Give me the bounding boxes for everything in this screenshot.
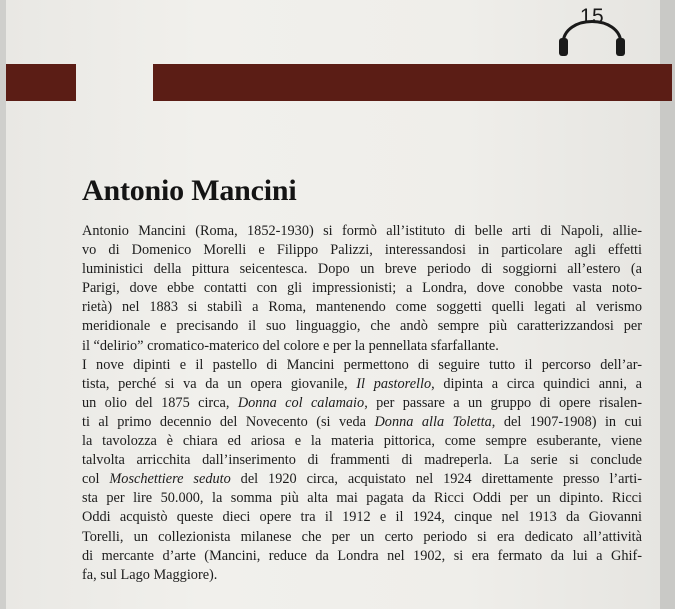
text-segment: sta per lire 50.000, la somma più alta mai pagata da Ricci Oddi per un dipinto. Ricci [82,490,642,507]
decorative-bar-left [6,64,76,101]
text-segment: meridionale e precisando il suo linguaggio, che andò sempre più caratterizzandosi per [82,318,642,335]
text-line [82,222,642,241]
text-segment: tista, perché si va da un opera giovanile, [82,375,357,392]
text-line [82,356,642,375]
text-line [82,317,642,336]
text-segment: il “delirio” cromatico-materico del colore e per la pennellata sfarfallante. [82,337,499,354]
decorative-bar-right [153,64,672,101]
text-line [82,566,642,585]
text-line [82,470,642,489]
text-segment: Parigi, dove ebbe contatti con gli impressionisti; a Londra, dove conobbe vasta noto- [82,280,642,297]
text-line [82,279,642,298]
text-segment: ti al primo decennio del Novecento (si veda [82,413,375,430]
text-segment: del 1920 circa, acquistato nel 1924 direttamente presso l’arti- [230,471,642,488]
text-segment: , per passare a un gruppo di opere risalen- [364,394,642,411]
artwork-title: Donna alla Toletta [374,413,492,430]
text-segment: , dipinta a circa quindici anni, a [431,375,642,392]
audio-guide-number: 15 [579,5,605,28]
text-line [82,260,642,279]
text-line [82,413,642,432]
text-segment: fa, sul Lago Maggiore). [82,566,218,583]
text-line [82,547,642,566]
artist-title: Antonio Mancini [82,174,297,207]
text-line [82,451,642,470]
text-segment: rietà) nel 1883 si stabilì a Roma, mantenendo come soggetti quelli legati al verismo [82,299,642,316]
text-segment: la tavolozza è chiara ed ariosa e la materia pittorica, come sempre esuberante, viene [82,433,642,450]
biography-text [82,222,642,585]
text-segment: Torelli, un collezionista milanese che per un certo periodo si era dedicato all’attività [82,528,642,545]
text-line [82,375,642,394]
text-line [82,528,642,547]
text-segment: di mercante d’arte (Mancini, reduce da Londra nel 1902, si era fermato da lui a Ghif- [82,547,642,564]
text-segment: luministici della pittura seicentesca. Dopo un breve periodo di soggiorni all’estero (a [82,261,642,278]
text-line [82,394,642,413]
text-line [82,432,642,451]
text-line [82,489,642,508]
text-segment: vo di Domenico Morelli e Filippo Palizzi, interessandosi in particolare agli effetti [82,242,642,259]
text-line [82,298,642,317]
text-line [82,508,642,527]
text-segment: , del 1907-1908) in cui [491,413,642,430]
text-segment: Antonio Mancini (Roma, 1852-1930) si formò all’istituto di belle arti di Napoli, allie- [82,223,642,239]
text-line [82,241,642,260]
text-line [82,337,642,356]
artwork-title: Donna col calamaio [237,394,365,411]
text-segment: col [82,471,110,488]
audio-guide-badge [553,0,631,62]
artwork-title: Moschettiere seduto [109,471,231,488]
artwork-title: Il pastorello [356,375,432,392]
text-segment: I nove dipinti e il pastello di Mancini permettono di seguire tutto il percorso dell’ar- [82,356,642,373]
text-segment: un olio del 1875 circa, [82,394,238,411]
text-segment: talvolta arricchita dall’inserimento di frammenti di madreperla. La serie si conclude [82,452,642,469]
text-segment: Oddi acquistò queste dieci opere tra il 1912 e il 1924, cinque nel 1913 da Giovanni [82,509,642,526]
